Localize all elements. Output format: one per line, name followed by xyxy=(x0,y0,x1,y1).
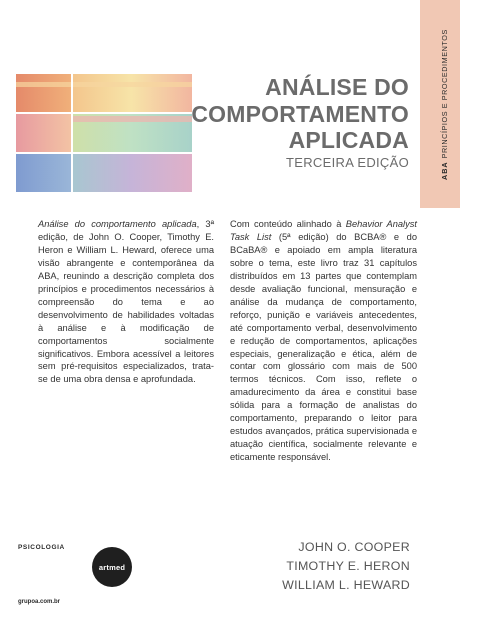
description-text-2: (5ª edição) do BCBA® e do BCaBA® e apoiado em ampla literatura sobre o tema, este livro traz 31 capítulos distribuídos em 13 partes que contemplam desde avaliação funcional, mensuração e análise da mudança de comportamento, reforço, punição e variáveis antecedentes, até comportamento verbal, desenvolvimento e redução de comportamentos, aplicações especiais, generalização e ética, além de contar com glossário com mais de 500 termos técnicos. Com isso, reflete o amadurecimento da área e constitui base sólida para a formação de analistas do comportamento, preparando o leitor para estudos avançados, prática supervisionada e atuação científica, socialmente relevante e eticamente responsável. xyxy=(230,231,418,463)
author-name: TIMOTHY E. HERON xyxy=(286,559,410,573)
task-list-italic: Behavior Analyst Task List xyxy=(230,219,417,242)
publisher-logo xyxy=(92,547,132,587)
description-text-1: , 3ª edição, de John O. Cooper, Timothy E. Heron e William L. Heward, oferece uma visão abrangente e contemporânea da ABA, reunindo a descrição completa dos princípios e procedimentos necessários à compreensão do tema e ao desenvolvimento de habilidades voltadas à análise e à modificação de comportamentos socialmente significativos. Embora acessível a leitores sem pré-requisitos especializados, trata-se de uma obra densa e aprofundada. xyxy=(38,219,215,385)
publisher-logo-text: artmed xyxy=(98,562,126,572)
author-list xyxy=(282,538,410,595)
description-paragraph-2 xyxy=(230,218,417,464)
spine-abbr: ABA xyxy=(440,161,449,180)
spine-label xyxy=(440,29,449,180)
author-name: WILLIAM L. HEWARD xyxy=(282,578,410,592)
publisher-website: grupoa.com.br xyxy=(18,599,61,605)
description-pre-2: Com conteúdo alinhado à xyxy=(230,219,346,229)
edition-label: TERCEIRA EDIÇÃO xyxy=(286,155,409,170)
description-column-1 xyxy=(38,218,214,386)
book-title-italic: Análise do comportamento aplicada xyxy=(38,219,197,229)
category-label: PSICOLOGIA xyxy=(18,544,65,551)
spine-subtitle: PRINCÍPIOS E PROCEDIMENTOS xyxy=(440,29,449,159)
description-paragraph-1 xyxy=(38,218,214,386)
title-line-2: COMPORTAMENTO xyxy=(191,100,409,127)
title-line-1: ANÁLISE DO xyxy=(265,74,409,100)
title-line-3: APLICADA xyxy=(288,127,409,153)
description-column-2 xyxy=(230,218,417,464)
book-title xyxy=(191,74,409,154)
cover-art xyxy=(16,74,192,192)
author-name: JOHN O. COOPER xyxy=(298,540,410,554)
